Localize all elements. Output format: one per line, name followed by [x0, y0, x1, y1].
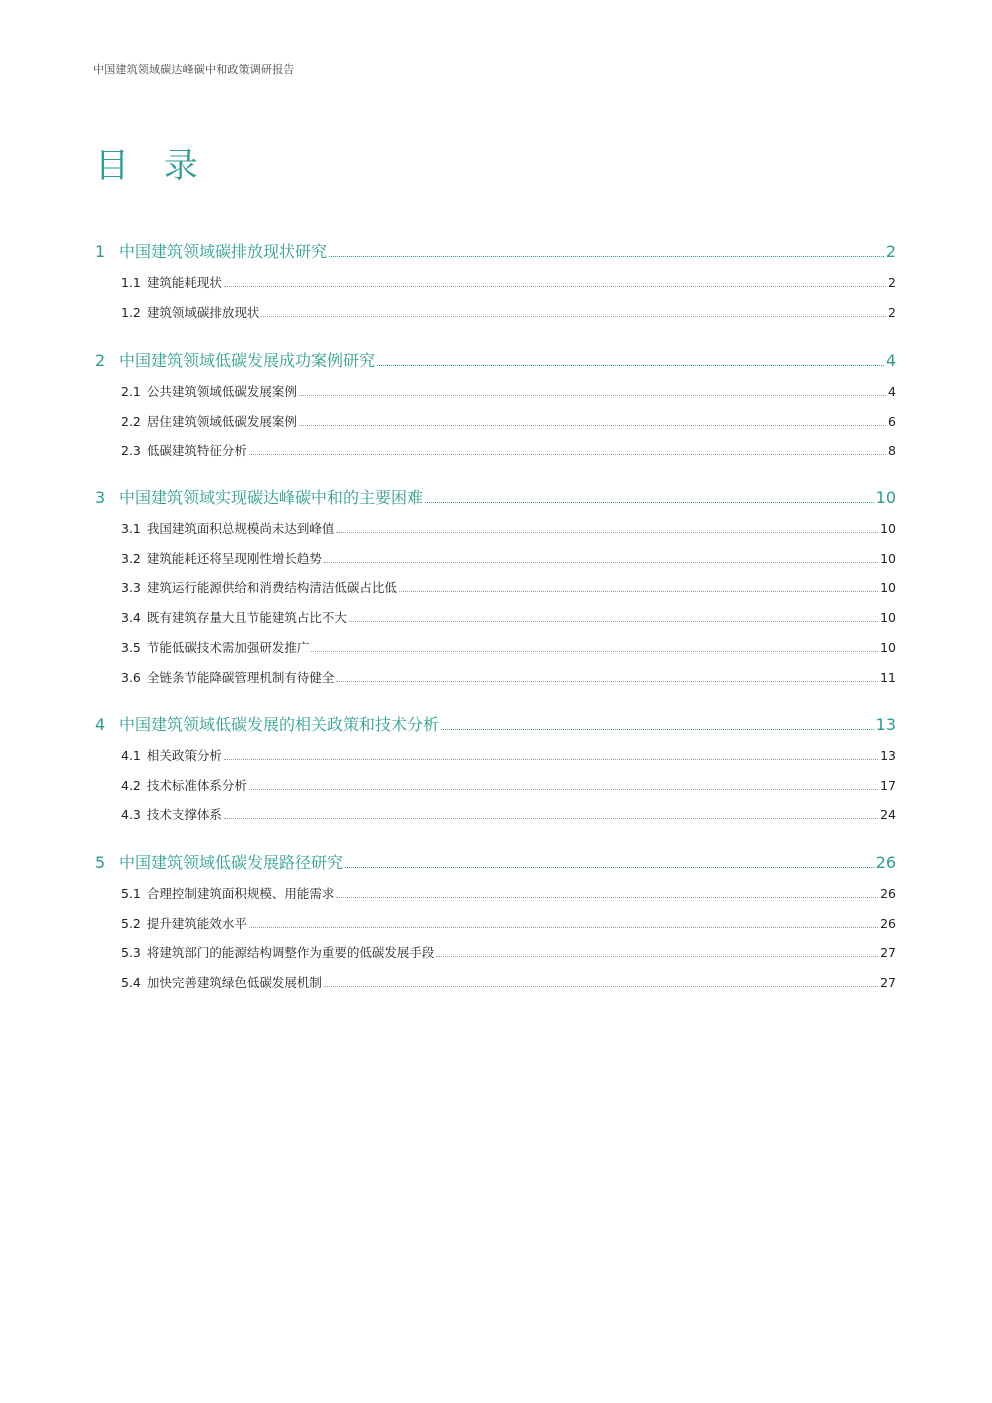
- section-title: 建筑能耗现状: [146, 275, 222, 290]
- page-number: 8: [888, 443, 896, 459]
- toc-chapter-entry[interactable]: [95, 850, 896, 873]
- page-number: 26: [880, 915, 896, 931]
- toc-section-entry[interactable]: [121, 776, 896, 794]
- dot-leader: [441, 728, 874, 730]
- chapter-title: 中国建筑领域碳排放现状研究: [119, 242, 328, 261]
- dot-leader: [377, 364, 884, 366]
- section-title: 全链条节能降碳管理机制有待健全: [146, 669, 335, 685]
- dot-leader: [261, 315, 886, 317]
- dot-leader: [336, 896, 878, 898]
- dot-leader: [425, 501, 874, 503]
- dot-leader: [299, 424, 886, 426]
- section-number: 3.4: [121, 610, 141, 626]
- section-title: 将建筑部门的能源结构调整作为重要的低碳发展手段: [146, 945, 435, 961]
- chapter-title: 中国建筑领域低碳发展路径研究: [119, 853, 344, 872]
- toc-section-entry[interactable]: [121, 578, 896, 596]
- section-number: 5.4: [121, 975, 141, 991]
- toc-section-entry[interactable]: [121, 943, 896, 961]
- section-title: 建筑能耗还将呈现刚性增长趋势: [146, 550, 322, 566]
- section-title: 相关政策分析: [146, 748, 222, 763]
- section-title: 提升建筑能效水平: [146, 915, 247, 931]
- section-title: 居住建筑领域低碳发展案例: [146, 413, 297, 429]
- chapter-number: 4: [95, 715, 106, 734]
- chapter-number: 3: [95, 488, 106, 507]
- dot-leader: [399, 590, 878, 592]
- toc-section-entry[interactable]: [121, 746, 896, 764]
- dot-leader: [324, 561, 878, 563]
- section-number: 2.1: [121, 384, 141, 399]
- section-number: 2.3: [121, 443, 141, 459]
- section-number: 1.1: [121, 275, 141, 290]
- page-number: 6: [888, 413, 896, 429]
- section-number: 1.2: [121, 304, 141, 320]
- page-number: 2: [888, 304, 896, 320]
- toc-chapter-entry[interactable]: [95, 485, 896, 508]
- toc-section-entry[interactable]: [121, 914, 896, 932]
- dot-leader: [249, 788, 878, 790]
- page-number: 27: [880, 975, 896, 991]
- running-header: 中国建筑领域碳达峰碳中和政策调研报告: [93, 63, 295, 76]
- toc-chapter-entry[interactable]: [95, 348, 896, 371]
- section-number: 4.1: [121, 748, 141, 763]
- page-number: 27: [880, 945, 896, 961]
- section-title: 技术支撑体系: [146, 807, 222, 823]
- section-title: 建筑领域碳排放现状: [146, 304, 260, 320]
- section-title: 低碳建筑特征分析: [146, 443, 247, 459]
- chapter-title: 中国建筑领域实现碳达峰碳中和的主要困难: [119, 488, 424, 507]
- toc-section-entry[interactable]: [121, 273, 896, 291]
- toc-section-entry[interactable]: [121, 608, 896, 626]
- section-number: 5.3: [121, 945, 141, 961]
- toc-section-entry[interactable]: [121, 382, 896, 400]
- section-title: 公共建筑领域低碳发展案例: [146, 384, 297, 399]
- toc-section-entry[interactable]: [121, 412, 896, 430]
- dot-leader: [349, 620, 878, 622]
- dot-leader: [336, 680, 878, 682]
- dot-leader: [324, 985, 878, 987]
- dot-leader: [224, 758, 878, 760]
- section-title: 建筑运行能源供给和消费结构清洁低碳占比低: [146, 580, 397, 596]
- toc-section-entry[interactable]: [121, 303, 896, 321]
- page-number: 10: [880, 580, 896, 596]
- section-number: 5.1: [121, 886, 141, 901]
- toc-section-entry[interactable]: [121, 519, 896, 537]
- toc-section-entry[interactable]: [121, 668, 896, 686]
- dot-leader: [224, 285, 886, 287]
- dot-leader: [299, 394, 886, 396]
- toc-section-entry[interactable]: [121, 441, 896, 459]
- page-number: 13: [880, 748, 896, 763]
- page-number: 4: [885, 351, 896, 370]
- chapter-number: 5: [95, 853, 106, 872]
- section-number: 3.2: [121, 550, 141, 566]
- page-number: 10: [880, 639, 896, 655]
- page-number: 10: [880, 550, 896, 566]
- page-number: 2: [888, 275, 896, 290]
- page-number: 10: [880, 610, 896, 626]
- page-number: 26: [875, 853, 896, 872]
- section-number: 3.1: [121, 521, 141, 536]
- section-number: 3.6: [121, 669, 141, 685]
- section-number: 2.2: [121, 413, 141, 429]
- page-number: 11: [880, 669, 896, 685]
- toc-section-entry[interactable]: [121, 549, 896, 567]
- section-title: 技术标准体系分析: [146, 777, 247, 793]
- page-number: 24: [880, 807, 896, 823]
- chapter-number: 1: [95, 242, 106, 261]
- section-number: 4.2: [121, 777, 141, 793]
- toc-section-entry[interactable]: [121, 638, 896, 656]
- dot-leader: [311, 650, 878, 652]
- toc-section-entry[interactable]: [121, 805, 896, 823]
- page-number: 10: [880, 521, 896, 536]
- section-number: 5.2: [121, 915, 141, 931]
- section-title: 加快完善建筑绿色低碳发展机制: [146, 975, 322, 991]
- dot-leader: [336, 531, 878, 533]
- page-number: 10: [875, 488, 896, 507]
- chapter-title: 中国建筑领域低碳发展的相关政策和技术分析: [119, 715, 440, 734]
- dot-leader: [329, 255, 884, 257]
- toc-section-entry[interactable]: [121, 884, 896, 902]
- chapter-title: 中国建筑领域低碳发展成功案例研究: [119, 351, 376, 370]
- section-title: 我国建筑面积总规模尚未达到峰值: [146, 521, 335, 536]
- page-number: 17: [880, 777, 896, 793]
- section-number: 3.3: [121, 580, 141, 596]
- chapter-number: 2: [95, 351, 106, 370]
- page-number: 2: [885, 242, 896, 261]
- section-title: 既有建筑存量大且节能建筑占比不大: [146, 610, 347, 626]
- section-number: 4.3: [121, 807, 141, 823]
- toc-chapter-entry[interactable]: [95, 239, 896, 262]
- dot-leader: [345, 866, 874, 868]
- toc-title: 目 录: [95, 146, 210, 186]
- page-number: 26: [880, 886, 896, 901]
- page-number: 4: [888, 384, 896, 399]
- section-title: 节能低碳技术需加强研发推广: [146, 639, 310, 655]
- dot-leader: [249, 926, 878, 928]
- dot-leader: [224, 817, 878, 819]
- page-number: 13: [875, 715, 896, 734]
- section-title: 合理控制建筑面积规模、用能需求: [146, 886, 335, 901]
- dot-leader: [436, 955, 878, 957]
- toc-section-entry[interactable]: [121, 973, 896, 991]
- toc-chapter-entry[interactable]: [95, 712, 896, 735]
- section-number: 3.5: [121, 639, 141, 655]
- dot-leader: [249, 453, 886, 455]
